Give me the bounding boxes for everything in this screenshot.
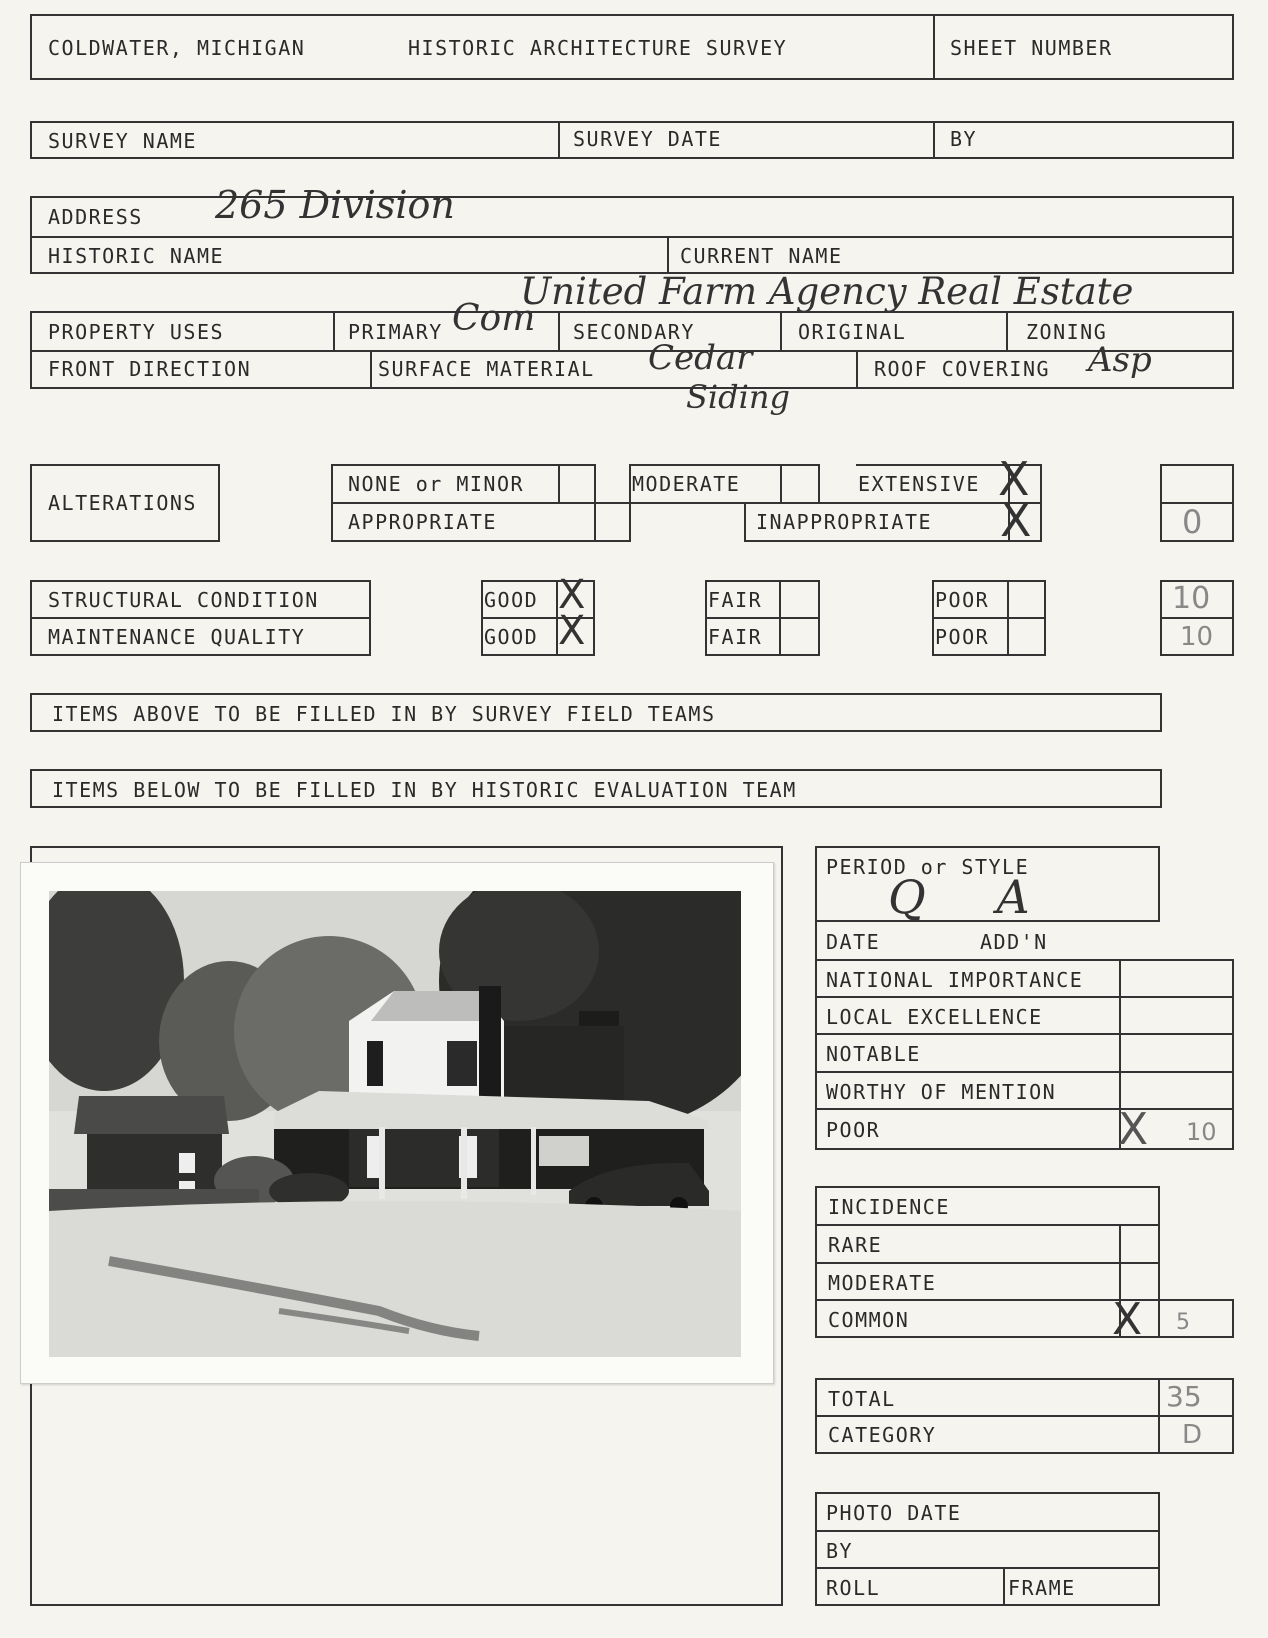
photo-row-1 [815, 1530, 1160, 1532]
alt-v1 [331, 464, 333, 542]
period-row-3 [815, 1033, 1234, 1035]
survey-div-right [1232, 121, 1234, 159]
surface-material-label: SURFACE MATERIAL [378, 357, 595, 381]
appropriate-label: APPROPRIATE [348, 510, 497, 534]
prop-div-3 [780, 311, 782, 351]
period-row-2 [815, 996, 1234, 998]
photograph [20, 862, 774, 1384]
none-minor-label: NONE or MINOR [348, 472, 525, 496]
prop-div-1 [333, 311, 335, 351]
current-name-label: CURRENT NAME [680, 244, 843, 268]
survey-name-label: SURVEY NAME [48, 129, 197, 153]
surface-material-value-2: Siding [686, 378, 790, 416]
page-title: HISTORIC ARCHITECTURE SURVEY [408, 36, 788, 60]
survey-row-top [30, 121, 1234, 123]
totals-mid [815, 1415, 1234, 1417]
maintenance-fair-label: FAIR [708, 625, 763, 649]
extensive-check-mark: X [998, 452, 1030, 506]
structural-condition-label: STRUCTURAL CONDITION [48, 588, 319, 612]
survey-div-1 [558, 121, 560, 159]
incidence-label: INCIDENCE [828, 1195, 950, 1219]
common-label: COMMON [828, 1308, 910, 1332]
alt-top-2 [629, 464, 819, 466]
fair-mid [705, 617, 820, 619]
secondary-label: SECONDARY [573, 320, 695, 344]
survey-date-label: SURVEY DATE [573, 127, 722, 151]
structural-score: 10 [1172, 581, 1211, 616]
photo-row-2 [815, 1567, 1160, 1569]
front-direction-label: FRONT DIRECTION [48, 357, 252, 381]
period-score-right [1232, 959, 1234, 1150]
alt-top-1 [331, 464, 596, 466]
notable-label: NOTABLE [826, 1042, 921, 1066]
maintenance-score: 10 [1180, 622, 1214, 652]
poor-div [1007, 580, 1009, 656]
address-mid-line [30, 236, 1234, 238]
historic-name-label: HISTORIC NAME [48, 244, 225, 268]
inc-bottom [815, 1336, 1234, 1338]
maintenance-poor-label: POOR [935, 625, 990, 649]
period-poor-label: POOR [826, 1118, 881, 1142]
photo-date-label: PHOTO DATE [826, 1501, 962, 1525]
extensive-label: EXTENSIVE [858, 472, 980, 496]
sheet-number-label: SHEET NUMBER [950, 36, 1113, 60]
survey-row-bottom [30, 157, 1234, 159]
structural-good-check: X [558, 572, 586, 618]
prop-div-5 [370, 350, 372, 389]
structural-good-label: GOOD [484, 588, 539, 612]
address-label: ADDRESS [48, 205, 143, 229]
alt-v7 [744, 502, 746, 542]
roll-label: ROLL [826, 1576, 881, 1600]
period-row-5 [815, 1108, 1234, 1110]
moderate-label: MODERATE [632, 472, 741, 496]
alt-v3 [594, 464, 596, 542]
inc-top [815, 1186, 1160, 1188]
survey-by-label: BY [950, 127, 978, 151]
alt-mid [331, 502, 1040, 504]
common-check: X [1112, 1294, 1143, 1345]
alt-v6 [818, 464, 820, 504]
property-mid-line [30, 350, 1234, 352]
prop-div-6 [856, 350, 858, 389]
period-row-4 [815, 1071, 1234, 1073]
inappropriate-check-mark: X [1000, 493, 1032, 547]
maintenance-good-check: X [558, 608, 586, 654]
alt-v5 [780, 464, 782, 504]
city-label: COLDWATER, MICHIGAN [48, 36, 306, 60]
alt-bottom-1 [331, 540, 631, 542]
date-label: DATE [826, 930, 881, 954]
alt-v4 [629, 464, 631, 542]
local-excellence-label: LOCAL EXCELLENCE [826, 1005, 1043, 1029]
current-name-value: United Farm Agency Real Estate [520, 270, 1134, 313]
rare-label: RARE [828, 1233, 883, 1257]
house-photo [49, 891, 741, 1357]
inc-row-1 [815, 1224, 1160, 1226]
worthy-of-mention-label: WORTHY OF MENTION [826, 1080, 1057, 1104]
alt-v2 [558, 464, 560, 504]
roof-covering-value: Asp [1088, 340, 1152, 380]
evaluation-team-note: ITEMS BELOW TO BE FILLED IN BY HISTORIC EVALUATION TEAM [52, 778, 797, 802]
category-label: CATEGORY [828, 1423, 937, 1447]
incidence-moderate-label: MODERATE [828, 1271, 937, 1295]
period-right-upper [1158, 846, 1160, 922]
period-poor-score: 10 [1186, 1118, 1217, 1146]
header-divider [933, 14, 935, 80]
alt-bottom-2 [744, 540, 1040, 542]
inc-score-right [1232, 1299, 1234, 1338]
period-bottom [815, 1148, 1234, 1150]
roof-covering-label: ROOF COVERING [874, 357, 1051, 381]
survey-div-left [30, 121, 32, 159]
period-style-label: PERIOD or STYLE [826, 855, 1030, 879]
alterations-label: ALTERATIONS [48, 491, 197, 515]
primary-value: Com [452, 298, 536, 339]
inappropriate-label: INAPPROPRIATE [756, 510, 933, 534]
common-score: 5 [1176, 1310, 1190, 1335]
national-importance-label: NATIONAL IMPORTANCE [826, 968, 1084, 992]
zoning-label: ZONING [1026, 320, 1108, 344]
address-divider [667, 236, 669, 274]
fair-div [779, 580, 781, 656]
cond-score-mid [1160, 617, 1234, 619]
period-poor-check: X [1118, 1104, 1149, 1155]
maintenance-quality-label: MAINTENANCE QUALITY [48, 625, 306, 649]
frame-label: FRAME [1008, 1576, 1076, 1600]
field-teams-note: ITEMS ABOVE TO BE FILLED IN BY SURVEY FIELD TEAMS [52, 702, 716, 726]
structural-poor-label: POOR [935, 588, 990, 612]
surface-material-value-1: Cedar [648, 338, 753, 378]
addn-label: ADD'N [980, 930, 1048, 954]
poor-mid [932, 617, 1046, 619]
maintenance-good-label: GOOD [484, 625, 539, 649]
totals-div [1158, 1378, 1160, 1454]
category-value: D [1182, 1420, 1203, 1450]
cond-mid-left [30, 617, 371, 619]
structural-fair-label: FAIR [708, 588, 763, 612]
photo-by-label: BY [826, 1539, 854, 1563]
prop-div-2 [558, 311, 560, 351]
alterations-score: 0 [1182, 503, 1203, 541]
address-value: 265 Division [215, 183, 455, 227]
period-row-1 [815, 959, 1234, 961]
primary-label: PRIMARY [348, 320, 443, 344]
period-top [815, 846, 1160, 848]
alt-v9 [1040, 464, 1042, 542]
period-left [815, 846, 817, 1150]
survey-div-2 [933, 121, 935, 159]
inc-row-3 [815, 1299, 1234, 1301]
total-label: TOTAL [828, 1387, 896, 1411]
property-uses-label: PROPERTY USES [48, 320, 225, 344]
prop-div-4 [1006, 311, 1008, 351]
period-style-value: Q A [888, 870, 1058, 924]
photo-roll-div [1003, 1567, 1005, 1606]
inc-row-2 [815, 1262, 1160, 1264]
total-value: 35 [1166, 1380, 1202, 1413]
original-label: ORIGINAL [798, 320, 907, 344]
